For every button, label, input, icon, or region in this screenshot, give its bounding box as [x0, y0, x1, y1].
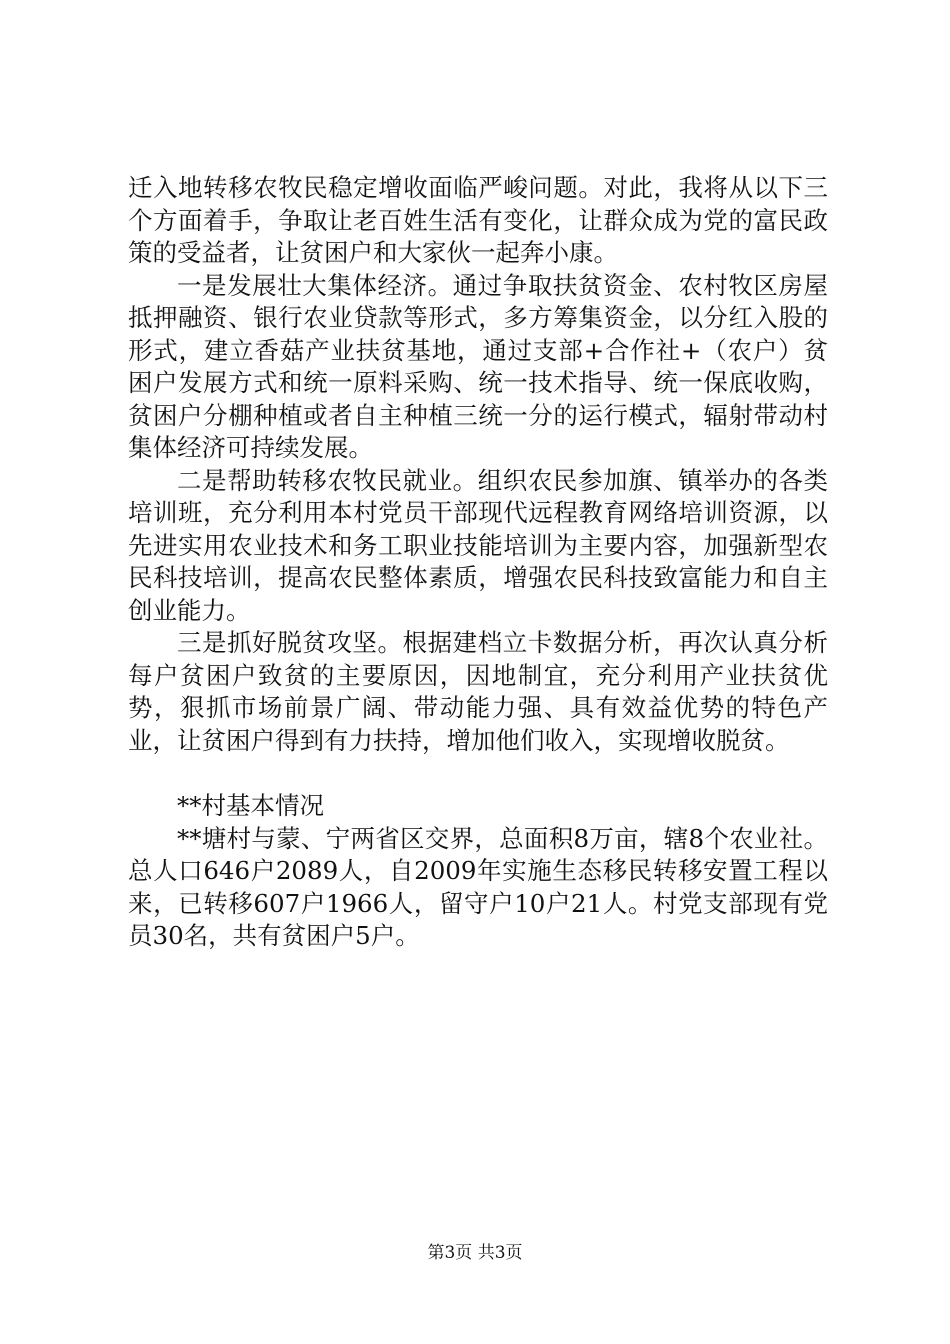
page-footer: 第3页 共3页: [427, 1243, 523, 1263]
section-heading: **村基本情况: [177, 791, 324, 820]
paragraph-gap: [128, 757, 828, 790]
paragraph-village-info: **塘村与蒙、宁两省区交界，总面积8万亩，辖8个农业社。总人口646户2089人，自2009年实施生态移民转移安置工程以来，已转移607户1966人，留守户10户21人。村党支部现有党员30名，共有贫困户5户。: [128, 823, 828, 950]
paragraph-poverty-alleviation: 三是抓好脱贫攻坚。根据建档立卡数据分析，再次认真分析每户贫困户致贫的主要原因，因地制宜，充分利用产业扶贫优势，狠抓市场前景广阔、带动能力强、具有效益优势的特色产业，让贫困户得到有力扶持，增加他们收入，实现增收脱贫。: [128, 628, 828, 755]
paragraph-employment: 二是帮助转移农牧民就业。组织农民参加旗、镇举办的各类培训班，充分利用本村党员干部现代远程教育网络培训资源，以先进实用农业技术和务工职业技能培训为主要内容，加强新型农民科技培训，提高农民整体素质，增强农民科技致富能力和自主创业能力。: [128, 465, 828, 625]
paragraph-continuation: 迁入地转移农牧民稳定增收面临严峻问题。对此，我将从以下三个方面着手，争取让老百姓生活有变化，让群众成为党的富民政策的受益者，让贫困户和大家伙一起奔小康。: [128, 173, 828, 267]
body-text: [128, 172, 828, 953]
paragraph-collective-economy: 一是发展壮大集体经济。通过争取扶贫资金、农村牧区房屋抵押融资、银行农业贷款等形式，多方筹集资金，以分红入股的形式，建立香菇产业扶贫基地，通过支部+合作社+（农户）贫困户发展方式和统一原料采购、统一技术指导、统一保底收购，贫困户分棚种植或者自主种植三统一分的运行模式，辐射带动村集体经济可持续发展。: [128, 270, 828, 462]
